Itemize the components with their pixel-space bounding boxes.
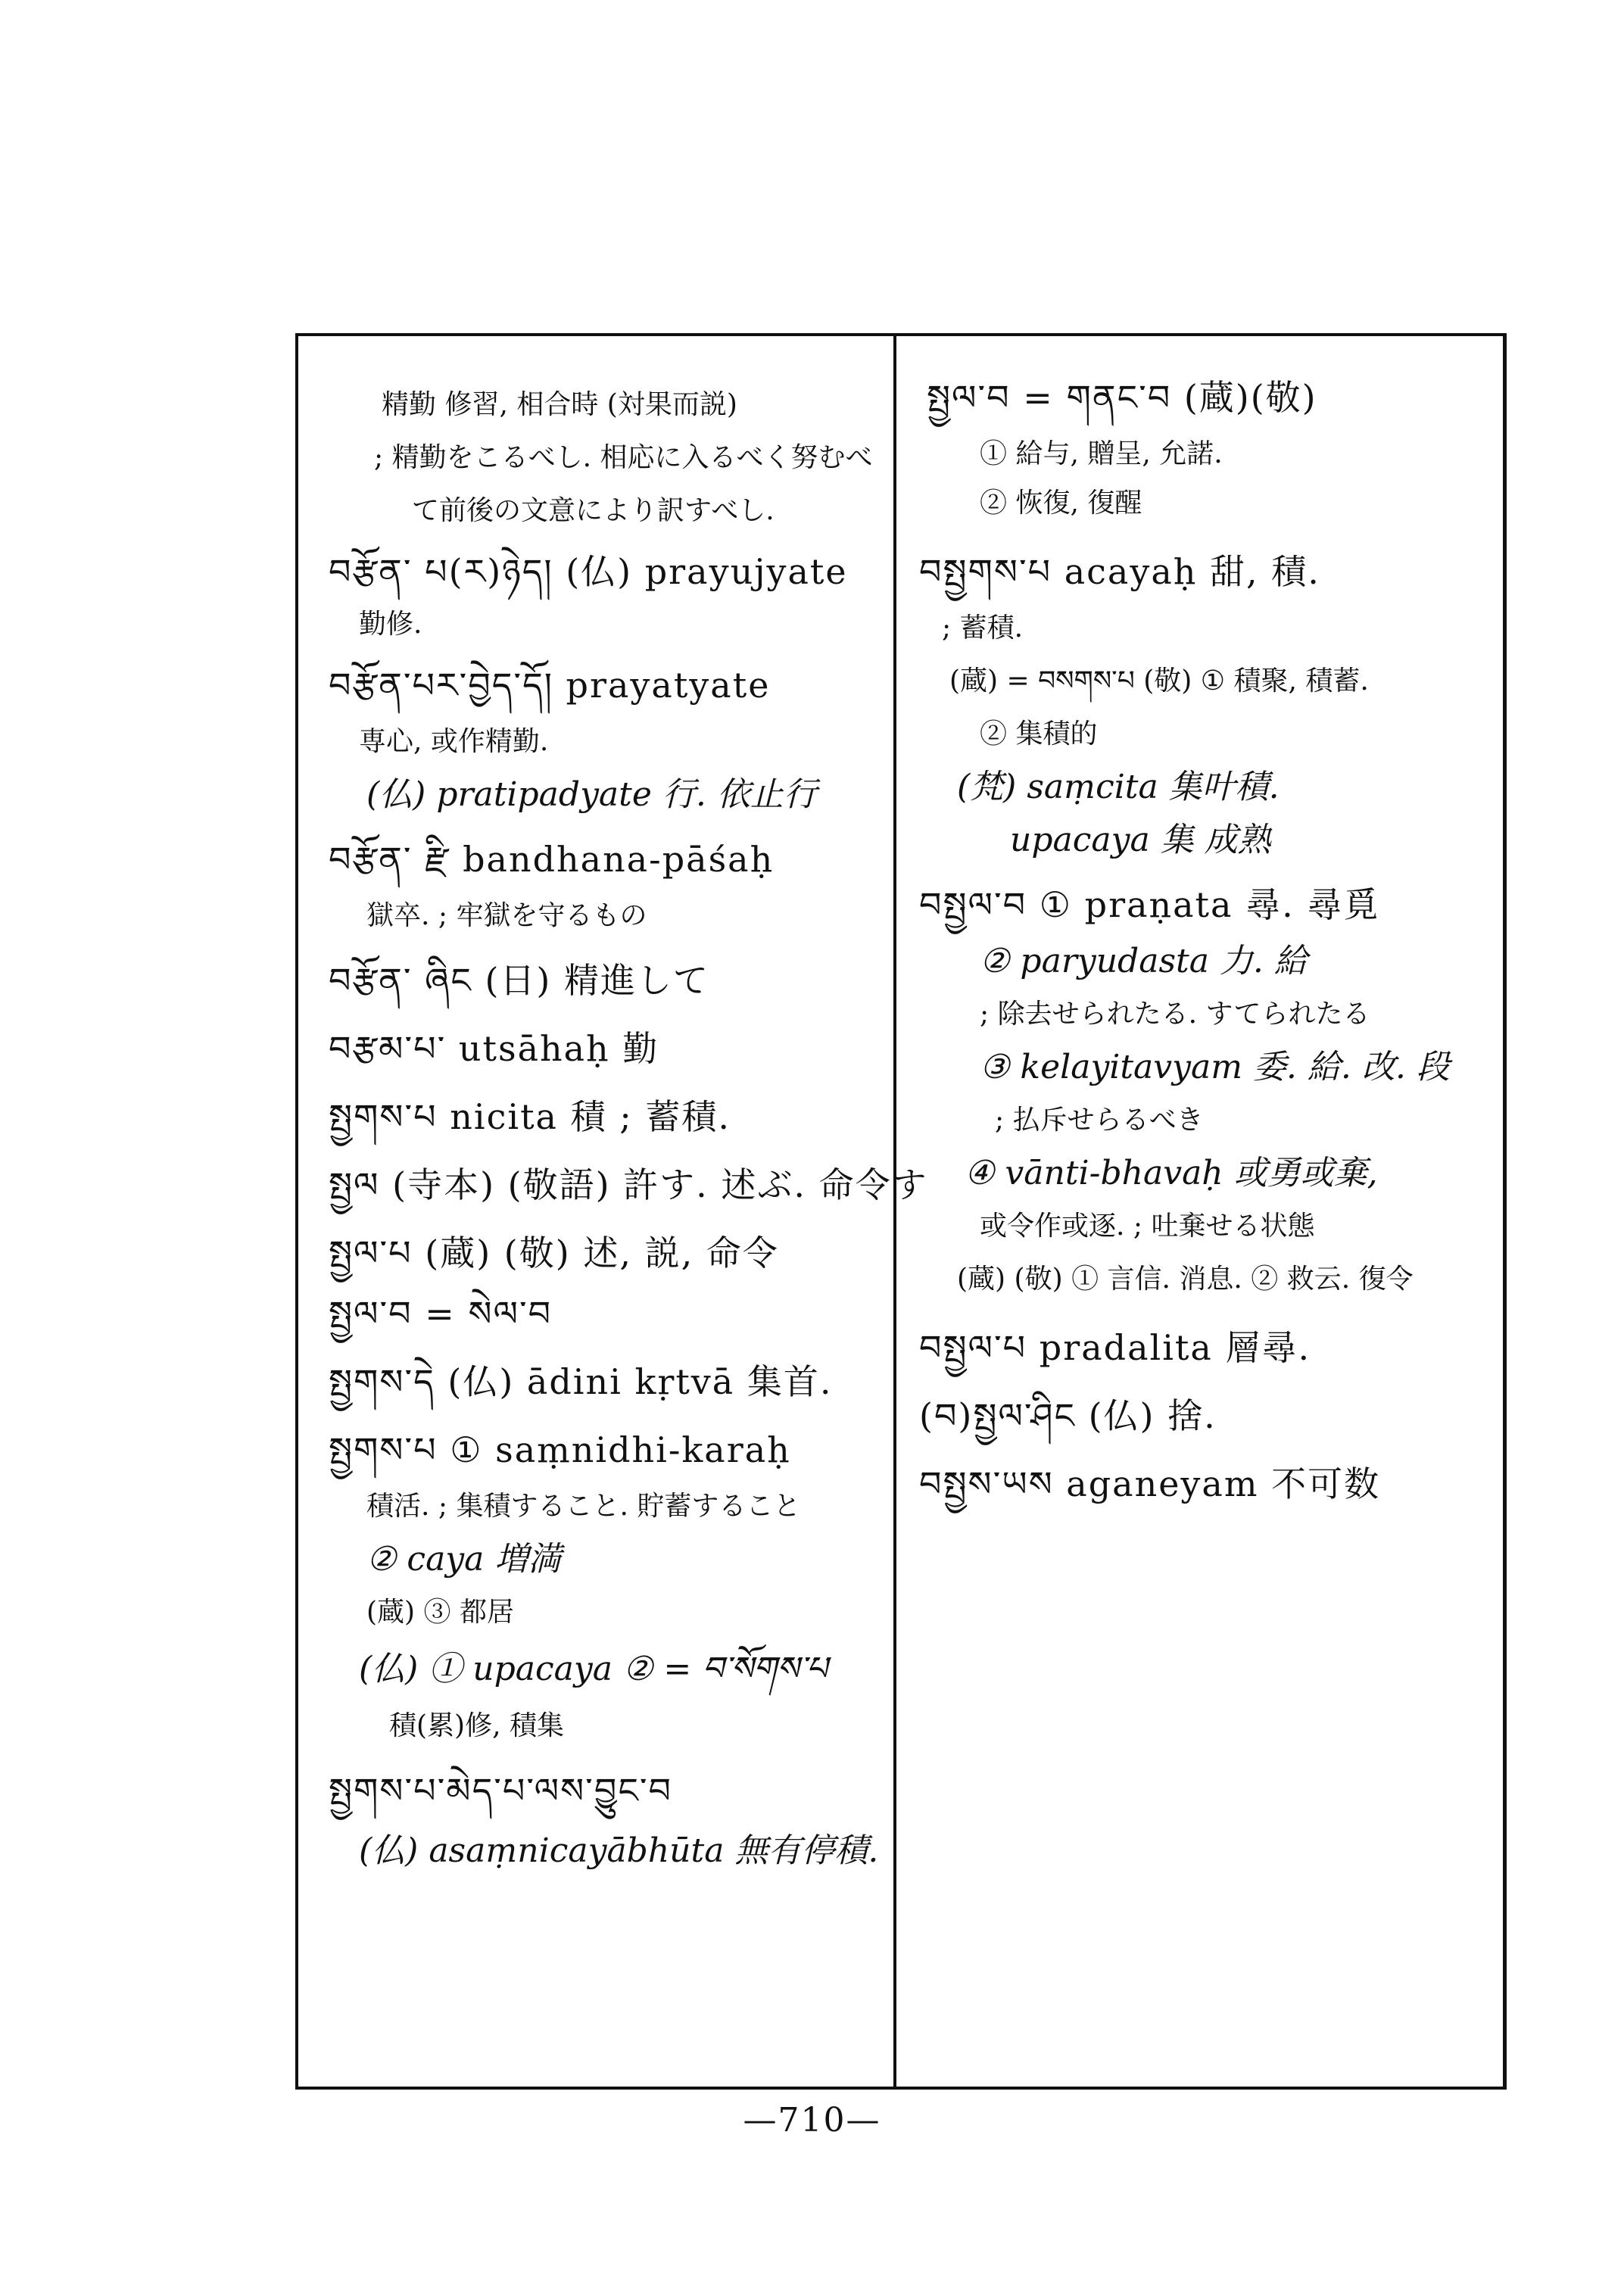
headword-line: སྤྱལ་པ (蔵) (敬) 述, 説, 命令	[329, 1233, 779, 1273]
headword-line: སྤྱགས་པ nicita 積 ; 蓄積.	[329, 1096, 731, 1137]
headword-line: བརྩོན་ ཞིང (日) 精進して	[329, 960, 709, 1001]
headword-line: སྤྱགས་པ་མེད་པ་ལས་བྱུང་བ	[329, 1770, 673, 1811]
entry-line: ; 蓄積.	[942, 612, 1024, 644]
entry-line: (蔵) ③ 都居	[366, 1597, 514, 1628]
headword-line: སྤྱགས་པ ① saṃnidhi-karaḥ	[329, 1429, 791, 1470]
entry-line: (蔵) (敬) ① 言信. 消息. ② 救云. 復令	[957, 1264, 1414, 1295]
entry-line: ③ kelayitavyam 委. 給. 改. 段	[980, 1048, 1450, 1086]
entry-line: (仏) pratipadyate 行. 依止行	[366, 775, 817, 814]
headword-line: སྤྱགས་དེ (仏) ādini kṛtvā 集首.	[329, 1361, 833, 1402]
headword-line: བརྩམ་པ་ utsāhaḥ 勤	[329, 1028, 659, 1069]
entry-line: て前後の文意により訳すべし.	[412, 495, 775, 526]
headword-line: བསྤྱས་ཡས aganeyam 不可数	[919, 1463, 1381, 1504]
headword-line: (བ)སྤྱལ་ཤིང (仏) 捨.	[919, 1395, 1217, 1436]
entry-line: (仏) asaṃnicayābhūta 無有停積.	[359, 1831, 879, 1870]
entry-line: (仏) ① upacaya ② = བ་སོགས་པ	[359, 1650, 828, 1688]
entry-line: 積活. ; 集積すること. 貯蓄すること	[366, 1491, 801, 1522]
page-number: —710—	[743, 2101, 881, 2140]
headword-line: སྤྱལ (寺本) (敬語) 許す. 述ぶ. 命令す	[329, 1164, 928, 1205]
headword-line: བསྤྱགས་པ acayaḥ 甜, 積.	[919, 551, 1320, 592]
entry-line: 積(累)修, 積集	[389, 1710, 564, 1741]
right-column	[896, 333, 1504, 2090]
headword-line: སྤྱལ་བ = སེལ་བ	[329, 1293, 553, 1334]
left-column	[298, 333, 928, 2090]
entry-line: ② 恢復, 復醒	[980, 488, 1142, 519]
entry-line: (蔵) = བསགས་པ (敬) ① 積聚, 積蓄.	[949, 665, 1369, 697]
headword-line: བསྤྱལ་བ ① praṇata 尋. 尋覓	[919, 884, 1380, 925]
entry-line: ; 除去せられたる. すてられたる	[980, 999, 1370, 1030]
headword-line: བརྩོན་ རྫི bandhana-pāśaḥ	[329, 839, 775, 880]
entry-line: ② caya 増満	[366, 1540, 562, 1579]
entry-line: 精勤 修習, 相合時 (対果而説)	[382, 389, 737, 420]
entry-line: 或令作或逐. ; 吐棄せる状態	[980, 1211, 1315, 1242]
entry-line: 獄卒. ; 牢獄を守るもの	[366, 900, 647, 931]
entry-line: 勤修.	[359, 609, 422, 640]
entry-line: (梵) saṃcita 集叶積.	[957, 768, 1280, 806]
entry-line: 専心, 或作精勤.	[359, 726, 549, 757]
headword-line: བསྤྱལ་པ pradalita 層尋.	[919, 1327, 1311, 1368]
entry-line: ② paryudasta 力. 給	[980, 942, 1308, 980]
entry-line: ④ vānti-bhavaḥ 或勇或棄,	[965, 1154, 1378, 1192]
headword-line: སྤྱལ་བ = གནང་བ (蔵)(敬)	[927, 377, 1317, 418]
headword-line: བརྩོན་པར་བྱེད་དོ། prayatyate	[329, 665, 771, 706]
entry-line: upacaya 集 成熟	[1010, 821, 1271, 859]
entry-line: ① 給与, 贈呈, 允諾.	[980, 438, 1223, 469]
entry-line: ② 集積的	[980, 718, 1098, 750]
entry-line: ; 精勤をこるべし. 相応に入るべく努むべ	[374, 442, 873, 473]
entry-line: ; 払斥せらるべき	[995, 1105, 1204, 1136]
headword-line: བརྩོན་ པ(ར)ཉེད། (仏) prayujyate	[329, 551, 848, 592]
